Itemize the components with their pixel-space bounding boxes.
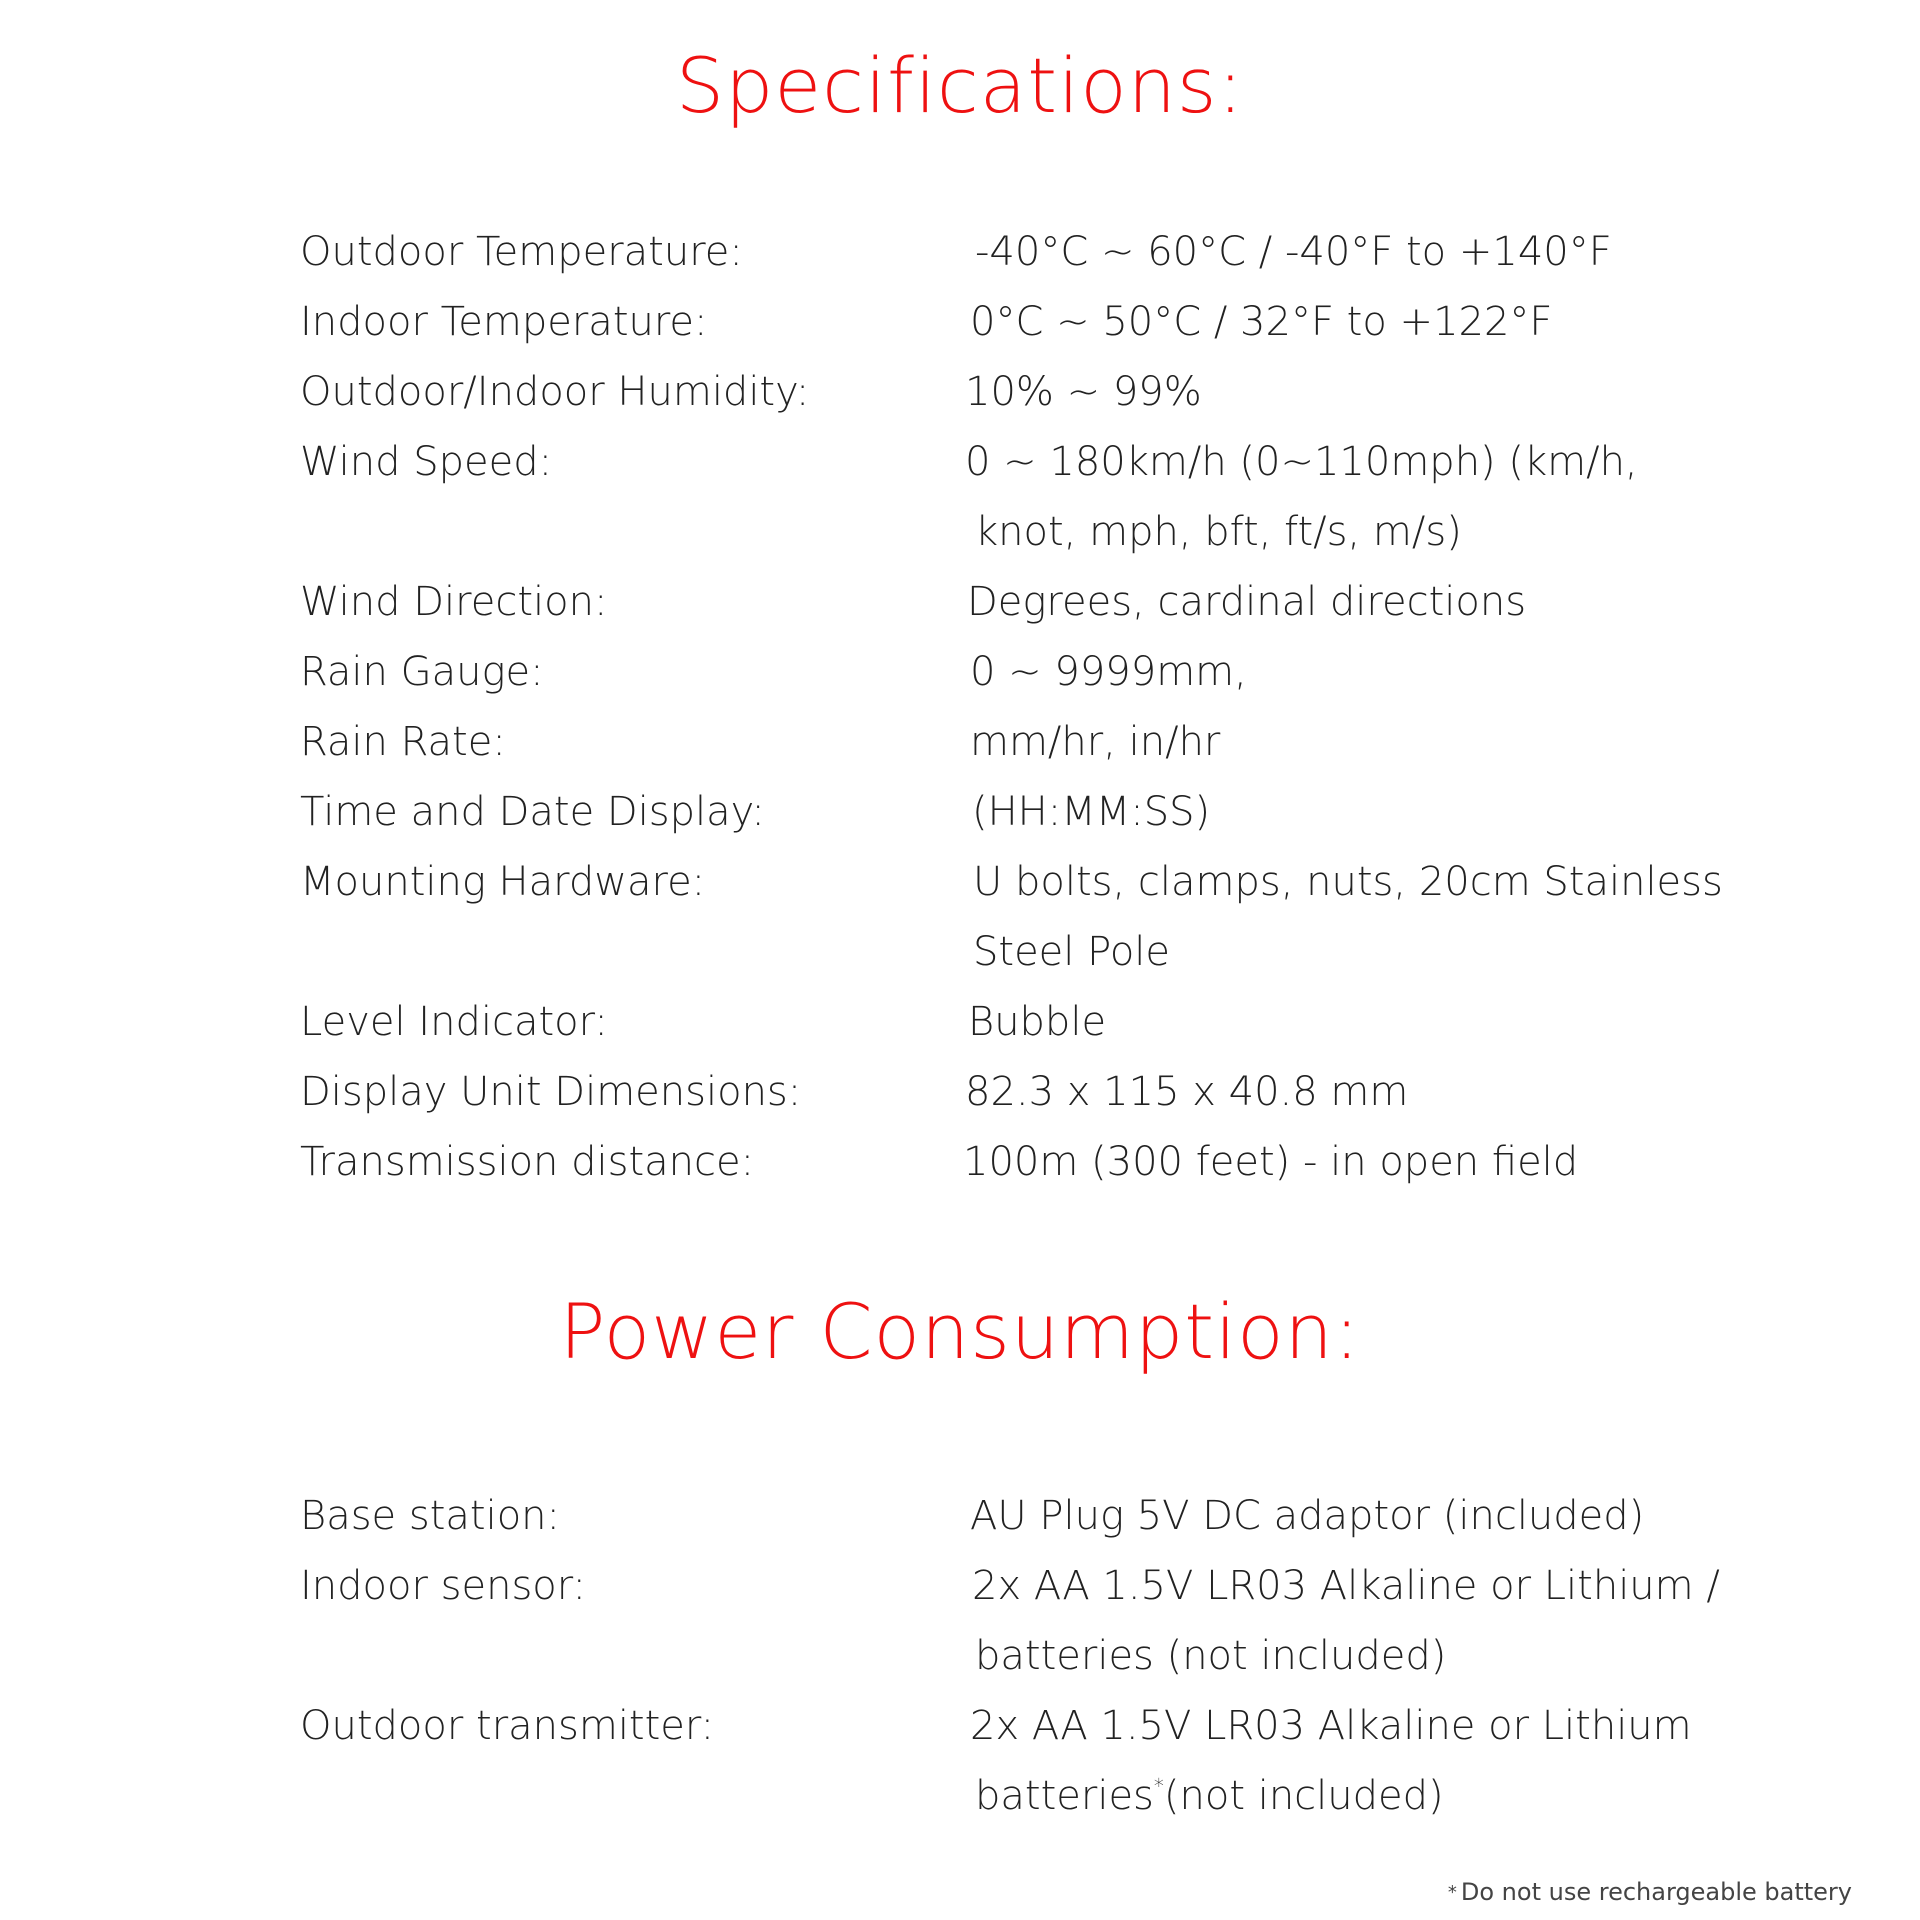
spec-label: Rain Rate:: [300, 719, 506, 765]
spec-value: 100m (300 feet) - in open field: [963, 1139, 1579, 1185]
batteries-text: batteries: [975, 1773, 1154, 1819]
power-label: Indoor sensor:: [300, 1563, 586, 1609]
spec-value: Degrees, cardinal directions: [967, 579, 1527, 625]
spec-label: Display Unit Dimensions:: [300, 1069, 802, 1115]
spec-label: Transmission distance:: [300, 1139, 755, 1185]
spec-label: Wind Speed:: [300, 439, 553, 485]
spec-value: 0°C ~ 50°C / 32°F to +122°F: [970, 299, 1553, 345]
power-label: Base station:: [300, 1493, 560, 1539]
not-included-text: (not included): [1163, 1773, 1444, 1819]
power-value: 2x AA 1.5V LR03 Alkaline or Lithium /: [972, 1563, 1720, 1609]
spec-label: Mounting Hardware:: [300, 859, 706, 905]
asterisk-mark: *: [1153, 1774, 1164, 1798]
power-consumption-title: Power Consumption:: [559, 1287, 1361, 1376]
power-value-continued: [975, 1773, 1444, 1819]
spec-label: Rain Gauge:: [300, 649, 544, 695]
footnote: [1448, 1880, 1852, 1904]
spec-value: Bubble: [968, 999, 1107, 1045]
spec-value: 82.3 x 115 x 40.8 mm: [965, 1069, 1409, 1115]
power-value: 2x AA 1.5V LR03 Alkaline or Lithium: [970, 1703, 1692, 1749]
spec-value-continued: Steel Pole: [973, 929, 1171, 975]
footnote-text: Do not use rechargeable battery: [1460, 1878, 1852, 1906]
spec-label: Time and Date Display:: [300, 789, 765, 835]
spec-value: 10% ~ 99%: [965, 369, 1202, 415]
spec-value: U bolts, clamps, nuts, 20cm Stainless: [973, 859, 1723, 905]
spec-value: mm/hr, in/hr: [970, 719, 1221, 765]
spec-label: Level Indicator:: [300, 999, 608, 1045]
power-value: AU Plug 5V DC adaptor (included): [970, 1493, 1645, 1539]
spec-label: Outdoor/Indoor Humidity:: [300, 369, 810, 415]
power-label: Outdoor transmitter:: [300, 1703, 715, 1749]
spec-value: 0 ~ 9999mm,: [970, 649, 1247, 695]
spec-value: (HH:MM:SS): [972, 789, 1211, 835]
specifications-title: Specifications:: [675, 41, 1245, 130]
footnote-asterisk: *: [1447, 1882, 1457, 1903]
spec-value: 0 ~ 180km/h (0~110mph) (km/h,: [965, 439, 1638, 485]
spec-value-continued: knot, mph, bft, ft/s, m/s): [975, 509, 1462, 555]
spec-label: Wind Direction:: [300, 579, 608, 625]
spec-value: -40°C ~ 60°C / -40°F to +140°F: [975, 229, 1612, 275]
spec-label: Indoor Temperature:: [300, 299, 708, 345]
power-value-continued: batteries (not included): [975, 1633, 1447, 1679]
spec-label: Outdoor Temperature:: [300, 229, 743, 275]
